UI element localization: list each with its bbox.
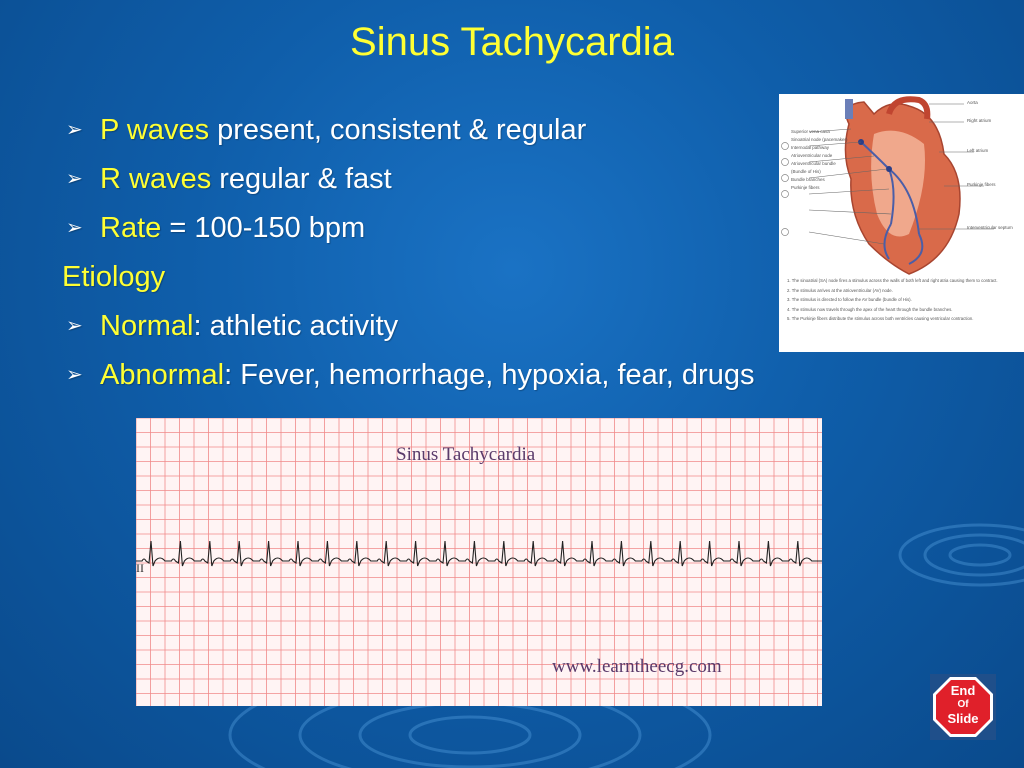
- bullet-key: R waves: [100, 163, 212, 195]
- bullet-text: present, consistent & regular: [209, 114, 587, 146]
- ecg-strip: [136, 418, 822, 706]
- slide-label: Slide: [947, 711, 979, 726]
- heart-steps: 1. The sinoatrial (SA) node fires a stimulus across the walls of both left and right atria causing them to contract. 2. The stimulus arrives at the atrioventricular (AV) node. 3. The stimulus is directed to follow the AV bundle (bundle of His). 4. The stimulus now travels through the apex of the heart through the bundle branches. 5. The Purkinje fibers distribute the stimulus across both ventricles causing ventricular contraction.: [787, 278, 998, 321]
- bullet-key: Rate: [100, 212, 162, 244]
- etiology-heading: Etiology: [62, 261, 166, 293]
- bullet-abnormal: [62, 351, 922, 400]
- bullet-text: regular & fast: [211, 163, 392, 195]
- bullet-key: Normal: [100, 310, 194, 342]
- bullet-arrow-icon: ➢: [66, 364, 83, 386]
- ecg-source: www.learntheecg.com: [552, 656, 722, 677]
- bullet-arrow-icon: ➢: [66, 168, 83, 190]
- bullet-text: : Fever, hemorrhage, hypoxia, fear, drugs: [224, 359, 755, 391]
- end-label: End: [950, 683, 976, 698]
- of-label: Of: [957, 699, 969, 710]
- heart-left-labels: Superior vena cava Sinoatrial node (pacemaker) Internodal pathway Atrioventricular node Atrioventricular bundle (Bundle of His) Bundle branches Purkinje fibers: [791, 129, 848, 190]
- slide-title: Sinus Tachycardia: [350, 20, 674, 64]
- heart-conduction-diagram: [779, 94, 1024, 352]
- bullet-text: = 100-150 bpm: [161, 212, 366, 244]
- bullet-arrow-icon: ➢: [66, 119, 83, 141]
- bullet-text: : athletic activity: [193, 310, 399, 342]
- heart-right-labels: Aorta Right atrium Left atrium Purkinje fibers Interventricular septum: [967, 100, 1013, 230]
- end-of-slide-button[interactable]: [930, 674, 996, 740]
- bullet-arrow-icon: ➢: [66, 217, 83, 239]
- ecg-title: Sinus Tachycardia: [396, 444, 536, 465]
- ecg-lead-label: II: [136, 561, 144, 575]
- bullet-key: P waves: [100, 114, 210, 146]
- bullet-arrow-icon: ➢: [66, 315, 83, 337]
- ecg-trace: [136, 541, 822, 566]
- bullet-key: Abnormal: [100, 359, 225, 391]
